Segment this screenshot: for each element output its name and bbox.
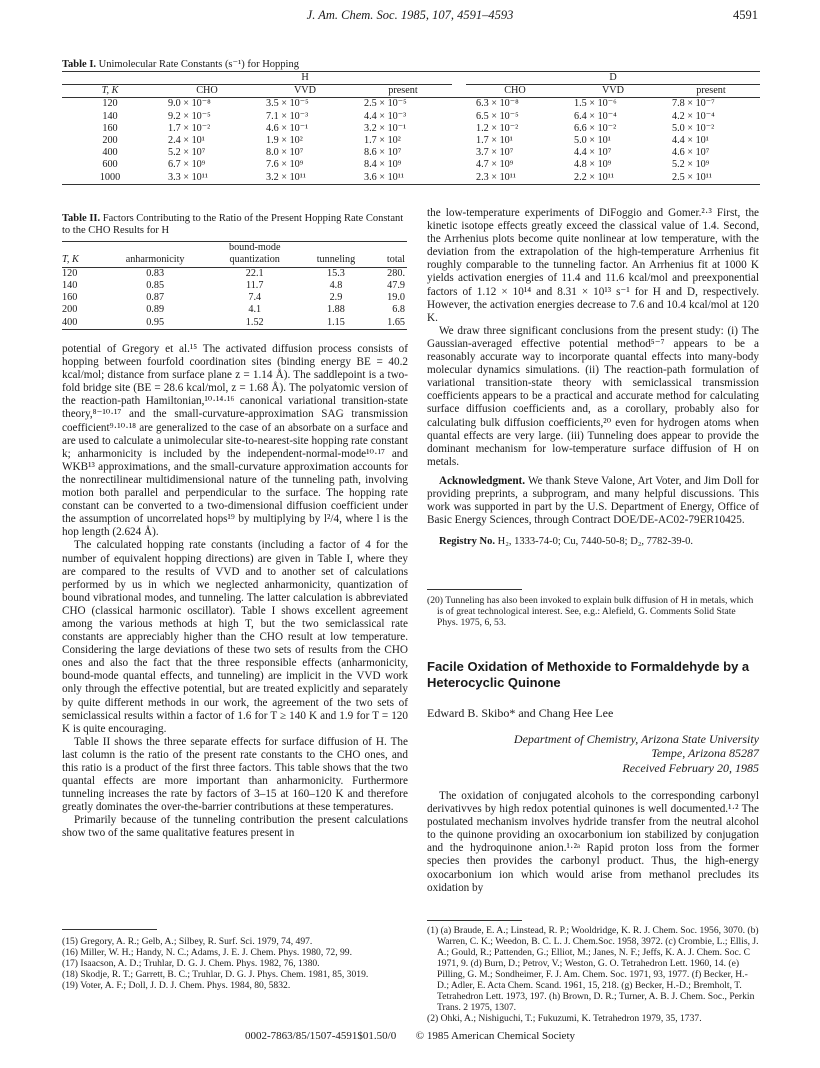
table1-cell: 6.5 × 10⁻⁵ [476,110,519,122]
table1-col-header: present [354,85,452,98]
table1-title: Unimolecular Rate Constants (s⁻¹) for Hopping [98,59,299,70]
table2-cell: 1.65 [371,317,407,330]
table1-group-h: H [158,72,452,85]
table1-cell: 7.6 × 10⁹ [266,159,304,171]
table2-cell: 6.8 [392,304,405,316]
acknowledgment-label: Acknowledgment. [439,474,526,487]
paragraph: The calculated hopping rate constants (including a factor of 4 for the number of equivalent hopping directions) are given in Table I, where they are compared to the results of VVD and to another set of calculations performed by us in which we neglected anharmonicity, quantization of bound vibrational modes, and tunneling. The latter calculation is abbreviated CHO (classical harmonic oscillator). Table I shows excellent agreement among the various methods at high T, but the two semiclassical rate constants are appreciably higher than the CHO result at low temperature. Considering the large deviations of these two sets of results from the CHO ones and also the fact that the three responsible effects (anharmonicity, bound-mode quantal effects, and tunneling) are implicit in the VVD work only through the effective potential, but are treated explicitly and separately by quite different methods in our work, the agreement of the two sets of semiclassical results within a factor of 1.6 for T ≥ 140 K and 1.9 for T = 120 K is quite encouraging. [62,539,408,735]
table1-col-header: VVD [564,85,662,98]
table2-temperature: 200 [62,304,78,316]
table1-cell: 7.1 × 10⁻³ [266,110,309,122]
table1-cell: 3.5 × 10⁻⁵ [256,98,354,111]
table1-col-header: CHO [158,85,256,98]
footnote: (15) Gregory, A. R.; Gelb, A.; Silbey, R. Surf. Sci. 1979, 74, 497. [62,936,313,947]
registry-numbers [427,535,759,548]
table2-temperature: 400 [62,317,102,330]
table1-caption [62,58,299,70]
table1-temperature: 1000 [62,172,158,185]
table1-temperature: 120 [62,98,158,111]
footnote: (1) (a) Braude, E. A.; Linstead, R. P.; Wooldridge, K. R. J. Chem. Soc. 1956, 3070. (b) Warren, C. K.; Weedon, B. C. L. J. Chem.Soc. 1958, 3972. (c) Crombie, L.; Ellis, J. A.; Gould, R.; Pattenden, G.; Elliot, M.; Janes, N. F.; Jeffs, K. A. J. Chem. Soc. C 1971, 9. (d) Burn, D.; Petrov, V.; Weston, G. O. Tetrahedron Lett. 1960, 14. (e) Pilling, G. M.; Sondheimer, F. J. Am. Chem. Soc. 1971, 93, 1977. (f) Becker, H.-D.; Adler, E. Acta Chem. Scand. 1961, 15, 218. (g) Becker, H.-D.; Bremholt, T. Tetrahedron Lett. 1973, 197. (h) Brown, D. R.; Turner, A. B. J. Chem. Soc., Perkin Trans. 2 1975, 1307. [427,925,759,1013]
table1-cell: 2.4 × 10¹ [168,135,205,147]
article-footnotes [427,925,759,1024]
table1-cell: 5.0 × 10¹ [574,135,611,147]
page-footer [0,1030,820,1042]
table1-cell: 4.7 × 10⁹ [476,159,514,171]
left-column-text [62,343,408,841]
footnote-rule [427,589,522,590]
table2-row [62,304,407,316]
table1-cell: 9.2 × 10⁻⁵ [168,110,211,122]
table2-cell: 11.7 [245,279,264,291]
table1-cell: 4.4 × 10⁻³ [364,110,407,122]
table1-cell: 8.4 × 10⁹ [364,159,402,171]
table2-cell: 0.85 [146,279,165,291]
table2-cell: 47.9 [387,279,405,291]
table1-cell: 1.7 × 10² [364,135,401,147]
table1-row [62,111,760,123]
table2-body [62,267,407,329]
table2-cell: 0.95 [102,317,208,330]
table1-cell: 1.7 × 10⁻² [168,122,211,134]
table2-head-top: bound-mode [208,242,301,255]
footnote: (20) Tunneling has also been invoked to explain bulk diffusion of H in metals, which is of great technological interest. See, e.g.: Alefield, G. Comments Solid State Phys. 1975, 6, 53. [427,595,754,628]
table1-row [62,159,760,171]
paragraph: the low-temperature experiments of DiFoggio and Gomer.²·³ First, the kinetic isotope effects greatly exceed the classical value of 1.4. Second, the Arrhenius plots become quite nonlinear at low temperature, with the deviation from the extrapolation of the high-temperature Arrhenius fit roughly comparable to the tunneling factor. An Arrhenius fit at 1000 K yields activation energies of 11.4 and 11.6 kcal/mol and preexponential factors of 1.12 × 10¹⁴ and 8.31 × 10¹³ s⁻¹ for H and D, respectively. However, the activation energies decrease to 7.6 and 10.4 kcal/mol at 120 K. [427,207,759,324]
table2-col-header: T, K [62,254,102,267]
article-body [427,790,759,895]
running-header [62,8,758,24]
table2-row [62,317,407,330]
table2-row [62,280,407,292]
paragraph: Primarily because of the tunneling contribution the present calculations show two of the same qualitative features present in [62,814,408,840]
table2-row [62,267,407,280]
table1-temperature: 600 [102,159,118,171]
table1-cell: 7.8 × 10⁻⁷ [662,98,760,111]
table2-temperature: 140 [62,279,78,291]
table1-row [62,98,760,111]
page-number: 4591 [733,8,758,22]
table2-caption [62,213,407,237]
paragraph: The oxidation of conjugated alcohols to the corresponding carbonyl derivativves by high redox potential quinones is well documented.¹·² The postulated mechanism involves hydride transfer from the neutral alcohol to the quinone providing an oxocarbonium ion stabilized by conjugation and the hydroquinone anion.¹·²ᵃ Rapid proton loss from the former species then provides the carbonyl product. Thus, the high-energy oxocarbonium ion which would arise from methanol precludes its oxidation by [427,790,759,894]
footnote: (17) Isaacson, A. D.; Truhlar, D. G. J. Chem. Phys. 1982, 76, 1380. [62,958,320,969]
table1-row [62,123,760,135]
table2-cell: 19.0 [387,292,405,304]
table1-cell: 6.4 × 10⁻⁴ [574,110,617,122]
table1-col-header: present [662,85,760,98]
affiliation-line: Tempe, Arizona 85287 [651,746,759,761]
footnote: (19) Voter, A. F.; Doll, J. D. J. Chem. Phys. 1984, 80, 5832. [62,980,291,991]
table2-cell: 7.4 [248,292,262,304]
table1-cell: 3.3 × 10¹¹ [158,172,256,185]
table1-cell: 8.0 × 10⁷ [266,147,304,159]
article-affiliation [427,732,759,775]
article-title: Facile Oxidation of Methoxide to Formaldehyde by a Heterocyclic Quinone [427,659,750,690]
table2-title: Factors Contributing to the Ratio of the Present Hopping Rate Constant to the CHO Results for H [62,213,404,236]
table1-temperature: 200 [102,135,118,147]
footnote: (2) Ohki, A.; Nishiguchi, T.; Fukuzumi, K. Tetrahedron 1979, 35, 1737. [427,1013,702,1024]
table1 [62,71,760,185]
table1-cell: 3.7 × 10⁷ [476,147,514,159]
table2-cell: 280. [387,267,405,279]
table2-cell: 0.83 [146,267,165,279]
table1-cell: 1.5 × 10⁻⁶ [564,98,662,111]
table1-cell: 2.5 × 10¹¹ [662,172,760,185]
table1-cell: 9.0 × 10⁻⁸ [158,98,256,111]
affiliation-line: Department of Chemistry, Arizona State University [513,732,759,746]
table2 [62,241,407,330]
table1-tk-header: T, K [62,85,158,98]
table2-cell: 15.3 [327,267,345,279]
table1-cell: 8.6 × 10⁷ [364,147,402,159]
table1-cell: 4.8 × 10⁹ [574,159,612,171]
paragraph: potential of Gregory et al.¹⁵ The activated diffusion process consists of hopping between fourfold coordination sites (binding energy BE = 40.2 kcal/mol; distance from surface plane z = 1.14 Å). The saddlepoint is a two-fold bridge site (BE = 28.6 kcal/mol, z = 1.68 Å). The polyatomic version of the reaction-path Hamiltonian,¹⁰·¹⁴·¹⁶ canonical variational transition-state theory,⁸⁻¹⁰·¹⁷ and the small-curvature-approximation SAG transmission coefficient⁹·¹⁰·¹⁸ are generalized to the case of an absorbate on a surface and are used to calculate a unimolecular site-to-nearest-site hopping rate constant k; anharmonicity is included by the independent-normal-mode¹⁰·¹⁷ and WKB¹³ approximations, and the small-curvature approximation accounts for the nonrectilinear multidimensional nature of the tunneling path, involving motion both parallel and perpendicular to the surface. The hopping rate constant can be converted to a two-dimensional diffusion coefficient under the assumption of uncorrelated hops¹⁹ by multiplying by l²/4, where l is the hop length (2.624 Å). [62,343,408,539]
table1-cell: 4.2 × 10⁻⁴ [672,110,715,122]
article-authors: Edward B. Skibo* and Chang Hee Lee [427,706,614,720]
journal-citation: J. Am. Chem. Soc. 1985, 107, 4591–4593 [306,8,514,22]
table1-col-header: VVD [256,85,354,98]
table2-cell: 1.15 [301,317,370,330]
table1-temperature: 140 [102,110,118,122]
table1-cell: 6.3 × 10⁻⁸ [466,98,564,111]
table1-cell: 2.2 × 10¹¹ [564,172,662,185]
received-date: Received February 20, 1985 [622,760,759,775]
table1-cell: 5.2 × 10⁷ [168,147,206,159]
table1-cell: 3.6 × 10¹¹ [354,172,452,185]
acknowledgment-text: We thank Steve Valone, Art Voter, and Jim Doll for providing preprints, a subprogram, and many helpful discussions. This work was supported in part by the U.S. Department of Energy, Office of Basic Energy Sciences, through Contract DOE/DE-AC02-79ER10425. [427,474,759,527]
footnote-rule [62,929,157,930]
table2-col-header: total [371,254,407,267]
table2-row [62,292,407,304]
registry-label: Registry No. [439,536,495,548]
right-column-text [427,207,759,548]
table2-label: Table II. [62,213,101,224]
table1-group-d: D [466,72,760,85]
footer-copyright: © 1985 American Chemical Society [415,1030,575,1042]
table1-cell: 2.5 × 10⁻⁵ [354,98,452,111]
right-footnote-20 [427,595,759,628]
table1-row [62,172,760,185]
table2-temperature: 120 [62,267,78,279]
paragraph: We draw three significant conclusions from the present study: (i) The Gaussian-averaged effective potential method⁵⁻⁷ appears to be a reasonably accurate way to incorporate quantal effects into many-body molecular dynamics simulations. (ii) The reaction-path formulation of variational transition-state theory with semiclassical transmission coefficients appears to be a practical and accurate method for calculating surface diffusion coefficients and, as a corollary, probably also for calculating bulk diffusion coefficients,²⁰ even for hydrogen atoms when quantal effects are very large. (iii) Tunneling does appear to provide the dominant mechanism for low-temperature surface diffusion of H on metals. [427,324,759,468]
table1-temperature: 400 [102,147,118,159]
table2-temperature: 160 [62,292,78,304]
table2-cell: 1.52 [208,317,301,330]
table1-cell: 3.2 × 10¹¹ [256,172,354,185]
registry-text: H₂, 1333-74-0; Cu, 7440-50-8; D₂, 7782-39-0. [497,536,694,548]
table1-body [62,98,760,184]
table1-cell: 6.6 × 10⁻² [574,122,617,134]
table2-col-header: quantization [208,254,301,267]
table1-cell: 4.4 × 10¹ [672,135,709,147]
table1-cell: 4.6 × 10⁻¹ [266,122,309,134]
table1-row [62,135,760,147]
table2-cell: 1.88 [327,304,345,316]
table2-cell: 0.87 [146,292,165,304]
table1-cell: 5.2 × 10⁹ [672,159,710,171]
table2-cell: 22.1 [245,267,264,279]
table1-cell: 1.7 × 10¹ [476,135,513,147]
table1-cell: 1.2 × 10⁻² [476,122,519,134]
table1-cell: 4.6 × 10⁷ [672,147,710,159]
acknowledgment [427,475,759,527]
table2-col-header: anharmonicity [102,254,208,267]
table1-cell: 3.2 × 10⁻¹ [364,122,407,134]
table2-cell: 0.89 [146,304,165,316]
table1-cell: 4.4 × 10⁷ [574,147,612,159]
footnote: (18) Skodje, R. T.; Garrett, B. C.; Truhlar, D. G. J. Phys. Chem. 1981, 85, 3019. [62,969,369,980]
table2-cell: 4.8 [329,279,343,291]
table2-col-header: tunneling [301,254,370,267]
table1-cell: 2.3 × 10¹¹ [466,172,564,185]
left-footnotes [62,936,408,991]
table1-label: Table I. [62,59,97,70]
table2-cell: 2.9 [329,292,343,304]
table1-cell: 1.9 × 10² [266,135,303,147]
footnote: (16) Miller, W. H.; Handy, N. C.; Adams, J. E. J. Chem. Phys. 1980, 72, 99. [62,947,353,958]
table1-cell: 6.7 × 10⁹ [168,159,206,171]
table1-temperature: 160 [102,122,118,134]
table2-cell: 4.1 [248,304,262,316]
table1-col-header: CHO [466,85,564,98]
paragraph: Table II shows the three separate effects for surface diffusion of H. The last column is the ratio of the present rate constants to the CHO ones, and this ratio is a product of the first three factors. This table shows that the two quantal effects are more important than anharmonicity. Furthermore tunneling increases the rate by factors of 3–15 at 160–120 K and therefore greatly dominates the over-the-barrier contributions at these temperatures. [62,735,408,814]
table1-row [62,147,760,159]
footnote-rule [427,920,522,921]
table1-cell: 5.0 × 10⁻² [672,122,715,134]
footer-code: 0002-7863/85/1507-4591$01.50/0 [244,1030,397,1042]
